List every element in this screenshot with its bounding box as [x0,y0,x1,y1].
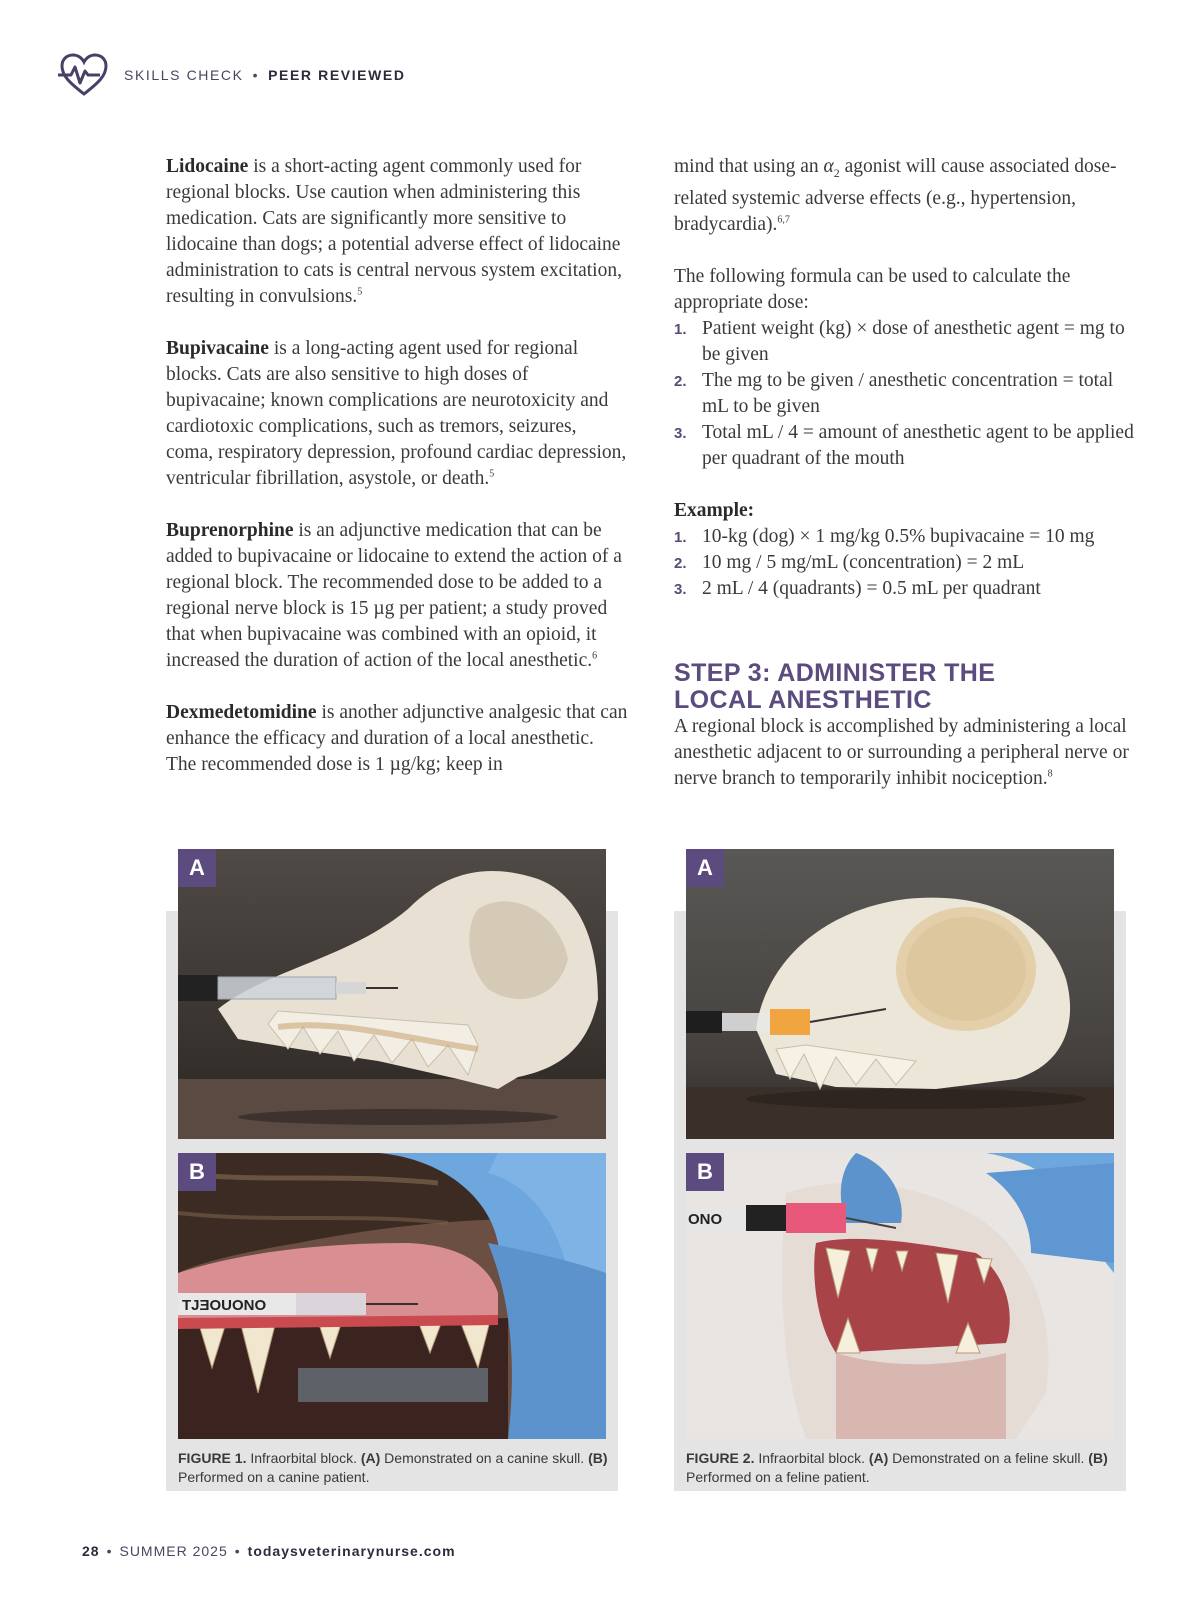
step-text: 10-kg (dog) × 1 mg/kg 0.5% bupivacaine = 10 mg [702,525,1095,547]
lidocaine-term: Lidocaine [166,156,249,177]
caption-text: Infraorbital block. [754,1450,869,1466]
header-label [124,67,406,83]
alpha2-text-a: mind that using an [674,156,824,177]
regional-block-text: A regional block is accomplished by administering a local anesthetic adjacent to or surrounding a peripheral nerve or nerve branch to temporarily inhibit nociception. [674,715,1129,789]
left-column [166,154,628,804]
example-steps [674,524,1136,602]
header-separator: • [252,67,260,83]
heading-line-2: LOCAL ANESTHETIC [674,685,932,714]
list-item [674,524,1136,550]
running-header [58,52,406,98]
caption-text: Performed on a canine patient. [178,1469,370,1485]
page-number: 28 [82,1543,100,1559]
list-item [674,576,1136,602]
buprenorphine-paragraph [166,518,628,674]
alpha-symbol: α [823,156,834,177]
syringe-text: ONO [688,1211,723,1228]
page-footer [82,1543,456,1559]
caption-figure-number: FIGURE 1. [178,1450,247,1466]
figure-1a-canine-skull-photo [178,849,606,1139]
site-link[interactable]: todaysveterinarynurse.com [247,1543,456,1559]
figure-1-caption [178,1449,608,1487]
alpha-subscript: 2 [833,165,840,180]
caption-text: Demonstrated on a canine skull. [380,1450,589,1466]
caption-panel-a: (A) [868,1450,889,1466]
header-section: SKILLS CHECK [124,67,244,83]
step-text: Patient weight (kg) × dose of anesthetic agent = mg to be given [702,317,1125,365]
reference-mark: 8 [1047,768,1053,780]
list-item [674,420,1136,472]
panel-label-b: B [178,1153,216,1191]
caption-text: Demonstrated on a feline skull. [888,1450,1089,1466]
example-label: Example: [674,499,755,521]
syringe-text: TJƎOUONO [182,1297,267,1314]
caption-panel-a: (A) [360,1450,381,1466]
bupivacaine-text: is a long-acting agent used for regional blocks. Cats are also sensitive to high doses of bupivacaine; known complications are neurotoxicity and cardiotoxic complications, such as tremors, seizures, coma, respiratory depression, profound cardiac depression, ventricular fibrillation, asystole, or death. [166,338,627,489]
reference-mark: 6,7 [777,214,790,226]
step-text: Total mL / 4 = amount of anesthetic agent to be applied per quadrant of the mouth [702,421,1134,469]
figure-2b-feline-patient-photo [686,1153,1114,1439]
figure-2-caption [686,1449,1116,1487]
panel-label-a: A [686,849,724,887]
caption-panel-b: (B) [588,1450,608,1466]
heart-pulse-icon [58,52,110,98]
right-column [674,154,1136,818]
lidocaine-text: is a short-acting agent commonly used for regional blocks. Use caution when administering this medication. Cats are significantly more sensitive to lidocaine than dogs; a potential adverse effect of lidocaine administration to cats is central nervous system excitation, resulting in convulsions. [166,156,622,307]
step-text: The mg to be given / anesthetic concentration = total mL to be given [702,369,1114,417]
step-text: 10 mg / 5 mg/mL (concentration) = 2 mL [702,551,1025,573]
list-item [674,550,1136,576]
regional-block-paragraph [674,714,1136,792]
caption-panel-b: (B) [1088,1450,1108,1466]
heading-line-1: STEP 3: ADMINISTER THE [674,658,996,687]
bupivacaine-term: Bupivacaine [166,338,269,359]
footer-separator: • [106,1543,113,1559]
lidocaine-paragraph [166,154,628,310]
list-item [674,316,1136,368]
step-number: 3. [674,424,687,442]
buprenorphine-term: Buprenorphine [166,520,294,541]
caption-text: Performed on a feline patient. [686,1469,870,1485]
reference-mark: 5 [357,286,363,298]
issue-label: SUMMER 2025 [119,1543,228,1559]
list-item [674,368,1136,420]
panel-label-a: A [178,849,216,887]
header-tag: PEER REVIEWED [268,67,406,83]
formula-intro: The following formula can be used to calculate the appropriate dose: [674,265,1071,313]
dexmedetomidine-paragraph [166,700,628,778]
alpha2-paragraph [674,154,1136,238]
footer-separator: • [234,1543,241,1559]
step-number: 1. [674,320,687,338]
step-number: 3. [674,580,687,598]
reference-mark: 6 [592,650,598,662]
dexmedetomidine-text: is another adjunctive analgesic that can enhance the efficacy and duration of a local anesthetic. The recommended dose is 1 µg/kg; keep in [166,702,628,775]
figure-2a-feline-skull-photo [686,849,1114,1139]
buprenorphine-text: is an adjunctive medication that can be added to bupivacaine or lidocaine to extend the action of a regional block. The recommended dose to be added to a regional nerve block is 15 µg per patient; a study proved that when bupivacaine was combined with an opioid, it increased the duration of action of the local anesthetic. [166,520,622,671]
caption-text: Infraorbital block. [246,1450,361,1466]
panel-label-b: B [686,1153,724,1191]
bupivacaine-paragraph [166,336,628,492]
formula-steps [674,316,1136,472]
step-number: 2. [674,554,687,572]
caption-figure-number: FIGURE 2. [686,1450,755,1466]
section-heading [674,660,1136,714]
step-text: 2 mL / 4 (quadrants) = 0.5 mL per quadrant [702,577,1041,599]
step-number: 1. [674,528,687,546]
reference-mark: 5 [489,468,495,480]
figure-1b-canine-patient-photo [178,1153,606,1439]
alpha2-text-b: agonist will cause associated dose-related systemic adverse effects (e.g., hypertension, bradycardia). [674,156,1117,235]
step-number: 2. [674,372,687,390]
dexmedetomidine-term: Dexmedetomidine [166,702,317,723]
